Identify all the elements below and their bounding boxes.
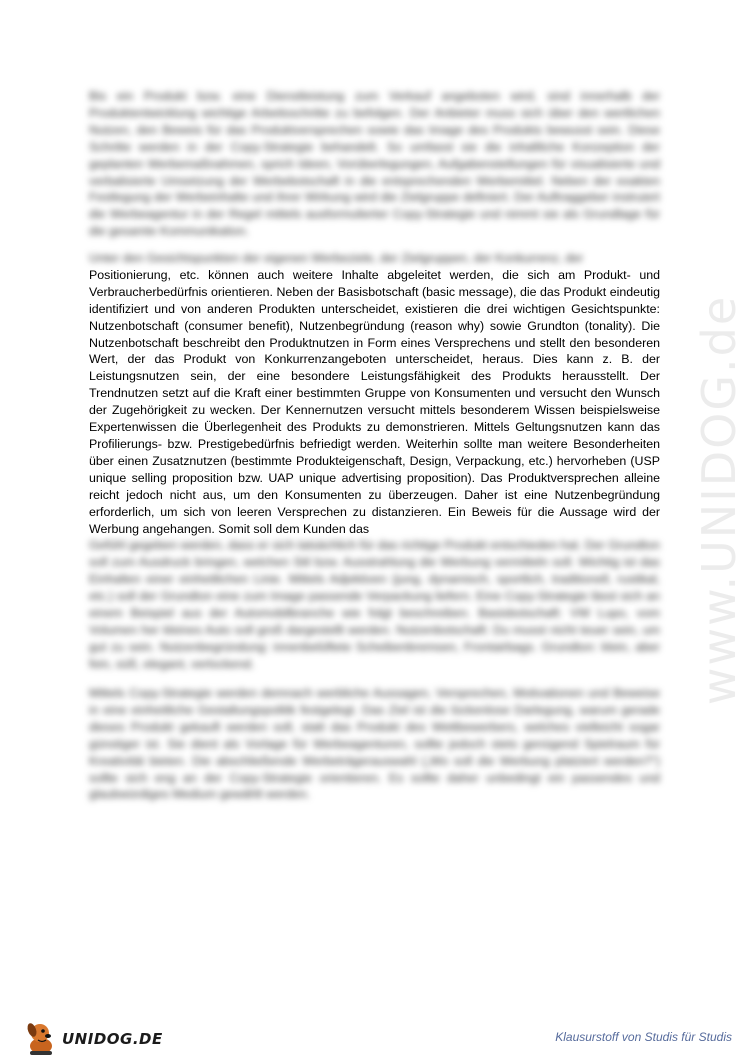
paragraph-tail-blurred: Gefühl gegeben werden, dass er sich tatsächlich für das richtige Produkt entschieden hat. Der Grundton soll zum Ausdruck bringen, welchen Stil bzw. Ausstrahlung die Werbung vermitteln soll. Wichtig ist das Einhalten einer einheitlichen Linie. Mittels Adjektiven (jung, dynamisch, sportlich, traditionell, rustikal, etc.) soll der Grundton eine zum Image passende Verpackung liefern. Eine Copy-Strategie lässt sich an einem Beispiel aus der Automobilbranche wie folgt beschreiben. Basisbotschaft: VW Lupo, vom Volumen her kleines Auto soll groß dargestellt werden. Nutzenbotschaft: Du musst nicht teuer sein, um gut zu sein. Nutzenbegründung: innenbelüftete Scheibenbremsen, Frontairbags. Grundton: klein, aber fein, süß, elegant, verlockend. bbox=[89, 538, 660, 671]
footer-logo bbox=[24, 1006, 164, 1056]
paragraph-lead-blurred: Unter den Gesichtspunkten der eigenen Werbeziele, der Zielgruppen, der Konkurrenz, der bbox=[89, 251, 584, 265]
paragraph-intro: Bis ein Produkt bzw. eine Dienstleistung zum Verkauf angeboten wird, sind innerhalb der Produktentwicklung wichtige Arbeitsschritte zu befolgen. Der Anbieter muss sich über den wertlichen Nutzen, den Beweis für das Produktversprechen sowie das Image des Produkts bewusst sein. Diese Schritte werden in der Copy-Strategie behandelt. So umfasst sie die inhaltliche Konzeption der geplanten Werbemaßnahmen, sprich Ideen, Vorüberlegungen, Aufgabenstellungen für visualisierte und verbalisierte Umsetzung der Werbebotschaft in die entsprechenden Werbemittel. Neben der exakten Festlegung der Werbeinhalte und ihrer Wirkung wird die Zielgruppe definiert. Der Auftraggeber instruiert die Werbeagentur in der Regel mittels ausformulierter Copy-Strategie und nimmt sie als Grundlage für die gesamte Kommunikation. bbox=[89, 89, 660, 239]
watermark bbox=[694, 270, 744, 730]
logo-text: UNIDOG.DE bbox=[62, 1030, 163, 1048]
paragraph-copy-strategy bbox=[89, 250, 660, 673]
footer-tagline: Klausurstoff von Studis für Studis bbox=[555, 1030, 732, 1044]
paragraph-conclusion: Mittels Copy-Strategie werden demnach werbliche Aussagen, Versprechen, Motivationen und Beweise in eine einheitliche Gestaltungspolitik festgelegt. Das Ziel ist die lückenlose Darlegung, warum gerade dieses Produkt gekauft werden soll, statt das Produkt des Wettbewerbers, welches vielleicht sogar günstiger ist. Sie dient als Vorlage für Werbeagenturen, sollte jedoch stets genügend Spielraum für Kreativität bieten. Die abschließende Werbeträgerauswahl („Wo soll die Werbung platziert werden?") sollte sich eng an der Copy-Strategie orientieren. Es sollte daher unbedingt ein passendes und glaubwürdiges Medium gewählt werden. bbox=[89, 686, 660, 802]
paragraph-readable-excerpt: Positionierung, etc. können auch weitere Inhalte abgeleitet werden, die sich am Produkt- und Verbraucherbedürfnis orientieren. Neben der Basisbotschaft (basic message), die das Produkt eindeutig identifiziert und von anderen Produkten unterscheidet, existieren die drei wichtigen Gesichtspunkte: Nutzenbotschaft (consumer benefit), Nutzenbegründung (reason why) sowie Grundton (tonality). Die Nutzenbotschaft beschreibt den Produktnutzen in Form eines Versprechens und stellt den besonderen Wert, der das Produkt von Konkurrenzangeboten unterscheidet, heraus. Dies kann z. B. der Leistungsnutzen sein, der eine besondere Leistungsfähigkeit des Produkts herausstellt. Der Trendnutzen setzt auf die Kraft einer bestimmten Gruppe von Konsumenten und versucht den Wunsch der Zugehörigkeit zu wecken. Der Kennernutzen versucht mittels besonderem Wissen beispielsweise Expertenwissen die Überlegenheit des Produkts zu demonstrieren. Mittels Geltungsnutzen kann das Profilierungs- bzw. Prestigebedürfnis befriedigt werden. Weiterhin sollte man weitere Besonderheiten über einen Zusatznutzen (bestimmte Produkteigenschaft, Design, Verpackung, etc.) hervorheben (USP unique selling proposition bzw. UAP unique advertising proposition). Das Produktversprechen alleine reicht jedoch nicht aus, um den Konsumenten zu überzeugen. Daher ist eine Nutzenbegründung erforderlich, um sich von leeren Versprechen zu distanzieren. Ein Beweis für die Aussage wird der Werbung angehangen. Somit soll dem Kunden das bbox=[89, 267, 660, 536]
watermark-text: www.UNIDOG.de bbox=[692, 294, 746, 706]
dog-mascot-icon bbox=[24, 1018, 58, 1056]
